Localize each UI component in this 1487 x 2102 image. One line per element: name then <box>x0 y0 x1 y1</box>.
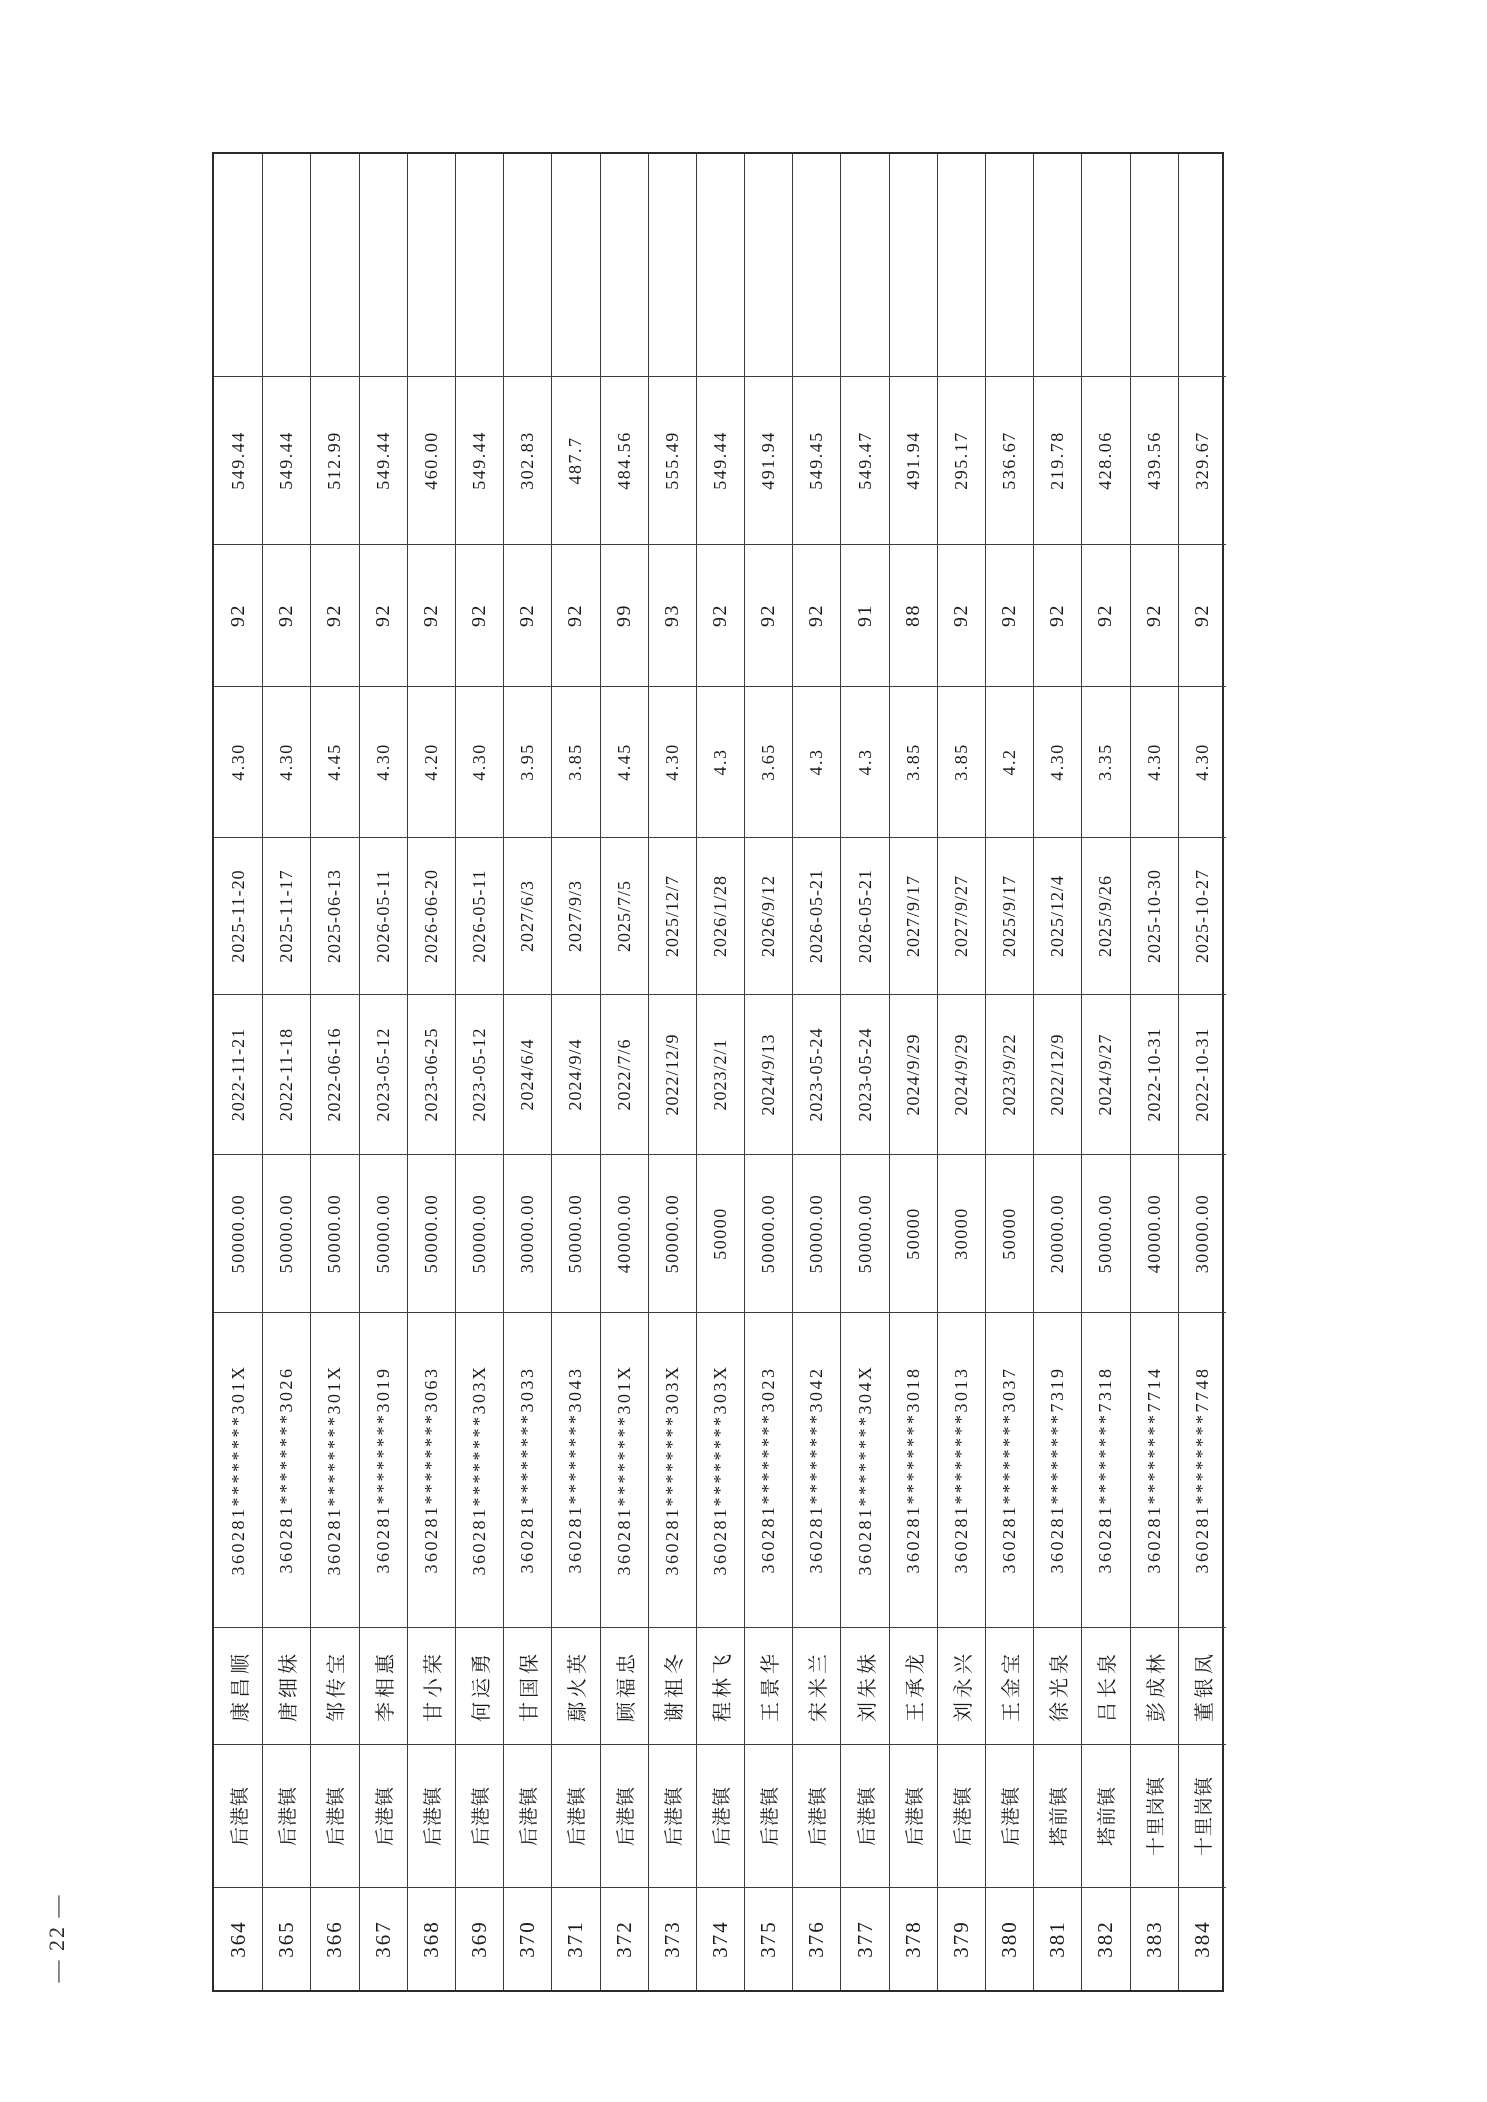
table-cell-no: 384 <box>1178 1888 1226 1990</box>
table-cell-date_end: 2026/9/12 <box>744 838 792 995</box>
table-cell-rate: 4.30 <box>359 687 407 838</box>
table-cell-amount: 50000 <box>985 1155 1033 1313</box>
table-cell-town: 后港镇 <box>359 1745 407 1888</box>
table-cell-interest: 219.78 <box>1033 377 1081 545</box>
table-cell-id_masked: 360281********3033 <box>503 1313 551 1628</box>
table-cell-rate: 3.85 <box>937 687 985 838</box>
table-cell-id_masked: 360281********3019 <box>359 1313 407 1628</box>
table-cell-interest: 555.49 <box>648 377 696 545</box>
table-cell-id_masked: 360281********303X <box>455 1313 503 1628</box>
table-cell-score: 99 <box>600 545 648 687</box>
table-cell-amount: 50000.00 <box>262 1155 310 1313</box>
table-cell-rate: 4.30 <box>648 687 696 838</box>
table-cell-score: 92 <box>792 545 840 687</box>
table-cell-remark <box>455 154 503 377</box>
table-cell-interest: 549.47 <box>840 377 888 545</box>
table-cell-name: 徐光泉 <box>1033 1628 1081 1745</box>
table-cell-score: 92 <box>407 545 455 687</box>
table-cell-id_masked: 360281********3018 <box>889 1313 937 1628</box>
page-number: — 22 — <box>44 1893 69 1983</box>
table-cell-date_start: 2023/9/22 <box>985 995 1033 1155</box>
table-cell-amount: 50000.00 <box>310 1155 358 1313</box>
table-cell-date_start: 2022/12/9 <box>648 995 696 1155</box>
table-cell-amount: 20000.00 <box>1033 1155 1081 1313</box>
table-cell-town: 后港镇 <box>937 1745 985 1888</box>
table-cell-date_end: 2026-05-21 <box>840 838 888 995</box>
table-cell-town: 后港镇 <box>214 1745 262 1888</box>
table-cell-date_end: 2027/9/27 <box>937 838 985 995</box>
table-cell-rate: 3.65 <box>744 687 792 838</box>
table-cell-town: 后港镇 <box>551 1745 599 1888</box>
table-cell-id_masked: 360281********303X <box>648 1313 696 1628</box>
table-cell-remark <box>648 154 696 377</box>
table-cell-score: 92 <box>359 545 407 687</box>
table-cell-date_start: 2023-05-24 <box>792 995 840 1155</box>
table-cell-town: 十里岗镇 <box>1130 1745 1178 1888</box>
table-cell-amount: 50000.00 <box>455 1155 503 1313</box>
table-cell-score: 92 <box>937 545 985 687</box>
table-cell-remark <box>359 154 407 377</box>
table-cell-interest: 549.44 <box>696 377 744 545</box>
table-cell-rate: 4.30 <box>1033 687 1081 838</box>
table-cell-name: 何运勇 <box>455 1628 503 1745</box>
table-cell-rate: 4.20 <box>407 687 455 838</box>
table-cell-amount: 30000 <box>937 1155 985 1313</box>
table-cell-remark <box>985 154 1033 377</box>
table-cell-no: 379 <box>937 1888 985 1990</box>
table-cell-name: 顾福忠 <box>600 1628 648 1745</box>
table-cell-rate: 4.2 <box>985 687 1033 838</box>
table-cell-amount: 50000.00 <box>744 1155 792 1313</box>
table-cell-amount: 50000.00 <box>1081 1155 1129 1313</box>
table-cell-town: 后港镇 <box>840 1745 888 1888</box>
table-cell-name: 李相惠 <box>359 1628 407 1745</box>
table-cell-town: 后港镇 <box>985 1745 1033 1888</box>
table-cell-name: 康昌顺 <box>214 1628 262 1745</box>
table-cell-remark <box>1178 154 1226 377</box>
table-cell-amount: 40000.00 <box>1130 1155 1178 1313</box>
table-cell-date_end: 2025/9/17 <box>985 838 1033 995</box>
table-cell-no: 382 <box>1081 1888 1129 1990</box>
table-cell-interest: 491.94 <box>889 377 937 545</box>
table-cell-id_masked: 360281********3023 <box>744 1313 792 1628</box>
table-cell-date_start: 2024/9/13 <box>744 995 792 1155</box>
table-cell-name: 甘小荣 <box>407 1628 455 1745</box>
table-cell-id_masked: 360281********3013 <box>937 1313 985 1628</box>
table-cell-rate: 3.85 <box>889 687 937 838</box>
table-cell-amount: 50000 <box>889 1155 937 1313</box>
table-cell-name: 王承龙 <box>889 1628 937 1745</box>
table-cell-remark <box>310 154 358 377</box>
table-cell-date_start: 2022-11-18 <box>262 995 310 1155</box>
table-cell-rate: 4.30 <box>214 687 262 838</box>
table-cell-name: 鄢火英 <box>551 1628 599 1745</box>
table-cell-rate: 3.35 <box>1081 687 1129 838</box>
table-cell-name: 谢祖冬 <box>648 1628 696 1745</box>
table-cell-town: 后港镇 <box>792 1745 840 1888</box>
table-cell-remark <box>792 154 840 377</box>
table-cell-score: 92 <box>214 545 262 687</box>
table-cell-remark <box>262 154 310 377</box>
table-cell-remark <box>1033 154 1081 377</box>
table-cell-amount: 50000.00 <box>648 1155 696 1313</box>
table-cell-id_masked: 360281********301X <box>600 1313 648 1628</box>
table-cell-no: 380 <box>985 1888 1033 1990</box>
table-cell-date_end: 2026-05-21 <box>792 838 840 995</box>
table-cell-amount: 50000.00 <box>407 1155 455 1313</box>
table-cell-no: 370 <box>503 1888 551 1990</box>
table-cell-id_masked: 360281********7748 <box>1178 1313 1226 1628</box>
table-cell-amount: 30000.00 <box>503 1155 551 1313</box>
table-cell-interest: 549.44 <box>359 377 407 545</box>
table-cell-interest: 549.44 <box>262 377 310 545</box>
table-cell-name: 刘永兴 <box>937 1628 985 1745</box>
table-cell-interest: 536.67 <box>985 377 1033 545</box>
table-cell-town: 后港镇 <box>600 1745 648 1888</box>
table-cell-remark <box>214 154 262 377</box>
table-cell-score: 92 <box>696 545 744 687</box>
table-cell-id_masked: 360281********301X <box>214 1313 262 1628</box>
table-cell-rate: 3.85 <box>551 687 599 838</box>
table-cell-rate: 4.45 <box>600 687 648 838</box>
table-cell-id_masked: 360281********301X <box>310 1313 358 1628</box>
table-cell-no: 364 <box>225 1920 250 1958</box>
table-cell-amount: 50000 <box>696 1155 744 1313</box>
table-cell-score: 92 <box>262 545 310 687</box>
table-cell-remark <box>744 154 792 377</box>
table-cell-score: 92 <box>310 545 358 687</box>
table-cell-name: 程林飞 <box>696 1628 744 1745</box>
table-cell-date_start: 2023-05-24 <box>840 995 888 1155</box>
table-cell-no: 368 <box>407 1888 455 1990</box>
table-cell-date_start: 2022/12/9 <box>1033 995 1081 1155</box>
table-cell-id_masked: 360281********3037 <box>985 1313 1033 1628</box>
table-cell-name: 彭成林 <box>1130 1628 1178 1745</box>
table-cell-interest: 549.44 <box>214 377 262 545</box>
table-cell-town: 后港镇 <box>262 1745 310 1888</box>
table-cell-remark <box>503 154 551 377</box>
table-cell-remark <box>1130 154 1178 377</box>
table-cell-town: 后港镇 <box>503 1745 551 1888</box>
table-cell-amount: 50000.00 <box>214 1155 262 1313</box>
table-cell-interest: 302.83 <box>503 377 551 545</box>
table-cell-remark <box>696 154 744 377</box>
table-cell-town: 后港镇 <box>648 1745 696 1888</box>
table-cell-name: 王景华 <box>744 1628 792 1745</box>
table-cell-town: 十里岗镇 <box>1178 1745 1226 1888</box>
table-cell-date_end: 2025/12/4 <box>1033 838 1081 995</box>
table-cell-remark <box>551 154 599 377</box>
table-cell-remark <box>840 154 888 377</box>
table-cell-date_end: 2025-10-27 <box>1178 838 1226 995</box>
table-cell-town: 塔前镇 <box>1081 1745 1129 1888</box>
table-cell-remark <box>600 154 648 377</box>
table-cell-amount: 50000.00 <box>359 1155 407 1313</box>
table-cell-id_masked: 360281********7714 <box>1130 1313 1178 1628</box>
table-cell-name: 甘国保 <box>503 1628 551 1745</box>
table-cell-no: 375 <box>744 1888 792 1990</box>
table-cell-rate: 4.3 <box>840 687 888 838</box>
table-cell-date_start: 2024/9/27 <box>1081 995 1129 1155</box>
table-cell-date_start: 2022-11-21 <box>214 995 262 1155</box>
table-cell-date_start: 2022-10-31 <box>1130 995 1178 1155</box>
table-cell-id_masked: 360281********3063 <box>407 1313 455 1628</box>
table-cell-no: 376 <box>792 1888 840 1990</box>
table-cell-date_end: 2027/6/3 <box>503 838 551 995</box>
table-cell-id_masked: 360281********3043 <box>551 1313 599 1628</box>
table-cell-score: 92 <box>1130 545 1178 687</box>
table-cell-date_start: 2024/9/4 <box>551 995 599 1155</box>
table-cell-date_start: 2023-05-12 <box>359 995 407 1155</box>
table-cell-interest: 487.7 <box>551 377 599 545</box>
table-cell-no: 371 <box>551 1888 599 1990</box>
table-cell-amount: 30000.00 <box>1178 1155 1226 1313</box>
table-cell-no: 374 <box>696 1888 744 1990</box>
table-cell-score: 92 <box>985 545 1033 687</box>
table-cell-name: 刘朱妹 <box>840 1628 888 1745</box>
table-cell-score: 92 <box>455 545 503 687</box>
table-cell-rate: 4.30 <box>455 687 503 838</box>
table-cell-amount: 50000.00 <box>551 1155 599 1313</box>
table-cell-town: 后港镇 <box>696 1745 744 1888</box>
table-cell-rate: 4.3 <box>696 687 744 838</box>
table-cell-interest: 460.00 <box>407 377 455 545</box>
table-cell-town: 后港镇 <box>455 1745 503 1888</box>
table-cell-name: 董银凤 <box>1178 1628 1226 1745</box>
table-cell-date_start: 2022-06-16 <box>310 995 358 1155</box>
table-cell-date_end: 2025-06-13 <box>310 838 358 995</box>
table-cell-date_start: 2022-10-31 <box>1178 995 1226 1155</box>
table-cell-date_start: 2023-06-25 <box>407 995 455 1155</box>
table-cell-remark <box>889 154 937 377</box>
table-cell-interest: 484.56 <box>600 377 648 545</box>
table-cell-amount: 50000.00 <box>792 1155 840 1313</box>
table-cell-date_end: 2025/9/26 <box>1081 838 1129 995</box>
table-cell-interest: 329.67 <box>1178 377 1226 545</box>
table-cell-interest: 549.45 <box>792 377 840 545</box>
table-cell-rate: 4.3 <box>792 687 840 838</box>
table-cell-rate: 4.30 <box>1178 687 1226 838</box>
table-cell-no: 365 <box>262 1888 310 1990</box>
table-cell-town: 后港镇 <box>889 1745 937 1888</box>
table-cell-rate: 4.30 <box>1130 687 1178 838</box>
table-cell-name: 宋米兰 <box>792 1628 840 1745</box>
table-cell-town: 后港镇 <box>310 1745 358 1888</box>
table-cell-id_masked: 360281********303X <box>696 1313 744 1628</box>
table-cell-date_start: 2024/9/29 <box>889 995 937 1155</box>
loan-table <box>212 152 1224 1992</box>
table-cell-date_end: 2026-05-11 <box>455 838 503 995</box>
table-cell-no: 383 <box>1130 1888 1178 1990</box>
table-cell-date_end: 2025-11-20 <box>214 838 262 995</box>
table-cell-interest: 491.94 <box>744 377 792 545</box>
table-cell-date_end: 2025/7/5 <box>600 838 648 995</box>
table-cell-date_start: 2023/2/1 <box>696 995 744 1155</box>
table-cell-id_masked: 360281********7319 <box>1033 1313 1081 1628</box>
table-cell-no: 378 <box>889 1888 937 1990</box>
table-cell-date_end: 2026-05-11 <box>359 838 407 995</box>
table-cell-remark <box>937 154 985 377</box>
table-cell-score: 91 <box>840 545 888 687</box>
table-cell-date_end: 2027/9/17 <box>889 838 937 995</box>
table-cell-interest: 512.99 <box>310 377 358 545</box>
table-cell-id_masked: 360281********3026 <box>262 1313 310 1628</box>
table-cell-score: 92 <box>1033 545 1081 687</box>
table-cell-remark <box>407 154 455 377</box>
table-cell-remark <box>1081 154 1129 377</box>
table-cell-score: 92 <box>744 545 792 687</box>
table-cell-score: 92 <box>1081 545 1129 687</box>
table-cell-score: 92 <box>1178 545 1226 687</box>
table-cell-no: 372 <box>600 1888 648 1990</box>
table-cell-rate: 4.30 <box>262 687 310 838</box>
table-cell-name: 王金宝 <box>985 1628 1033 1745</box>
table-cell-id_masked: 360281********7318 <box>1081 1313 1129 1628</box>
table-cell-score: 92 <box>551 545 599 687</box>
table-cell-town: 后港镇 <box>744 1745 792 1888</box>
table-cell-score: 88 <box>889 545 937 687</box>
table-cell-date_start: 2023-05-12 <box>455 995 503 1155</box>
table-cell-no: 369 <box>455 1888 503 1990</box>
table-cell-date_end: 2026-06-20 <box>407 838 455 995</box>
table-cell-date_end: 2025-10-30 <box>1130 838 1178 995</box>
table-cell-date_end: 2025/12/7 <box>648 838 696 995</box>
table-cell-amount: 50000.00 <box>840 1155 888 1313</box>
table-cell-interest: 439.56 <box>1130 377 1178 545</box>
table-cell-town: 塔前镇 <box>1033 1745 1081 1888</box>
table-cell-id_masked: 360281********304X <box>840 1313 888 1628</box>
table-cell-rate: 4.45 <box>310 687 358 838</box>
table-cell-date_end: 2026/1/28 <box>696 838 744 995</box>
table-cell-no: 381 <box>1033 1888 1081 1990</box>
rotated-table-container <box>212 152 1224 1992</box>
table-cell-date_start: 2022/7/6 <box>600 995 648 1155</box>
table-cell-date_end: 2027/9/3 <box>551 838 599 995</box>
table-cell-score: 93 <box>648 545 696 687</box>
table-cell-score: 92 <box>503 545 551 687</box>
table-cell-no: 366 <box>310 1888 358 1990</box>
table-cell-amount: 40000.00 <box>600 1155 648 1313</box>
table-cell-id_masked: 360281********3042 <box>792 1313 840 1628</box>
table-cell-town: 后港镇 <box>407 1745 455 1888</box>
table-cell-no: 377 <box>840 1888 888 1990</box>
table-cell-interest: 428.06 <box>1081 377 1129 545</box>
table-cell-date_end: 2025-11-17 <box>262 838 310 995</box>
table-cell-date_start: 2024/9/29 <box>937 995 985 1155</box>
table-cell-interest: 549.44 <box>455 377 503 545</box>
table-cell-date_start: 2024/6/4 <box>503 995 551 1155</box>
table-cell-no: 367 <box>359 1888 407 1990</box>
table-cell-no: 373 <box>648 1888 696 1990</box>
table-cell-name: 吕长泉 <box>1081 1628 1129 1745</box>
table-cell-interest: 295.17 <box>937 377 985 545</box>
table-cell-name: 唐细妹 <box>262 1628 310 1745</box>
table-cell-rate: 3.95 <box>503 687 551 838</box>
table-cell-name: 邹传宝 <box>310 1628 358 1745</box>
